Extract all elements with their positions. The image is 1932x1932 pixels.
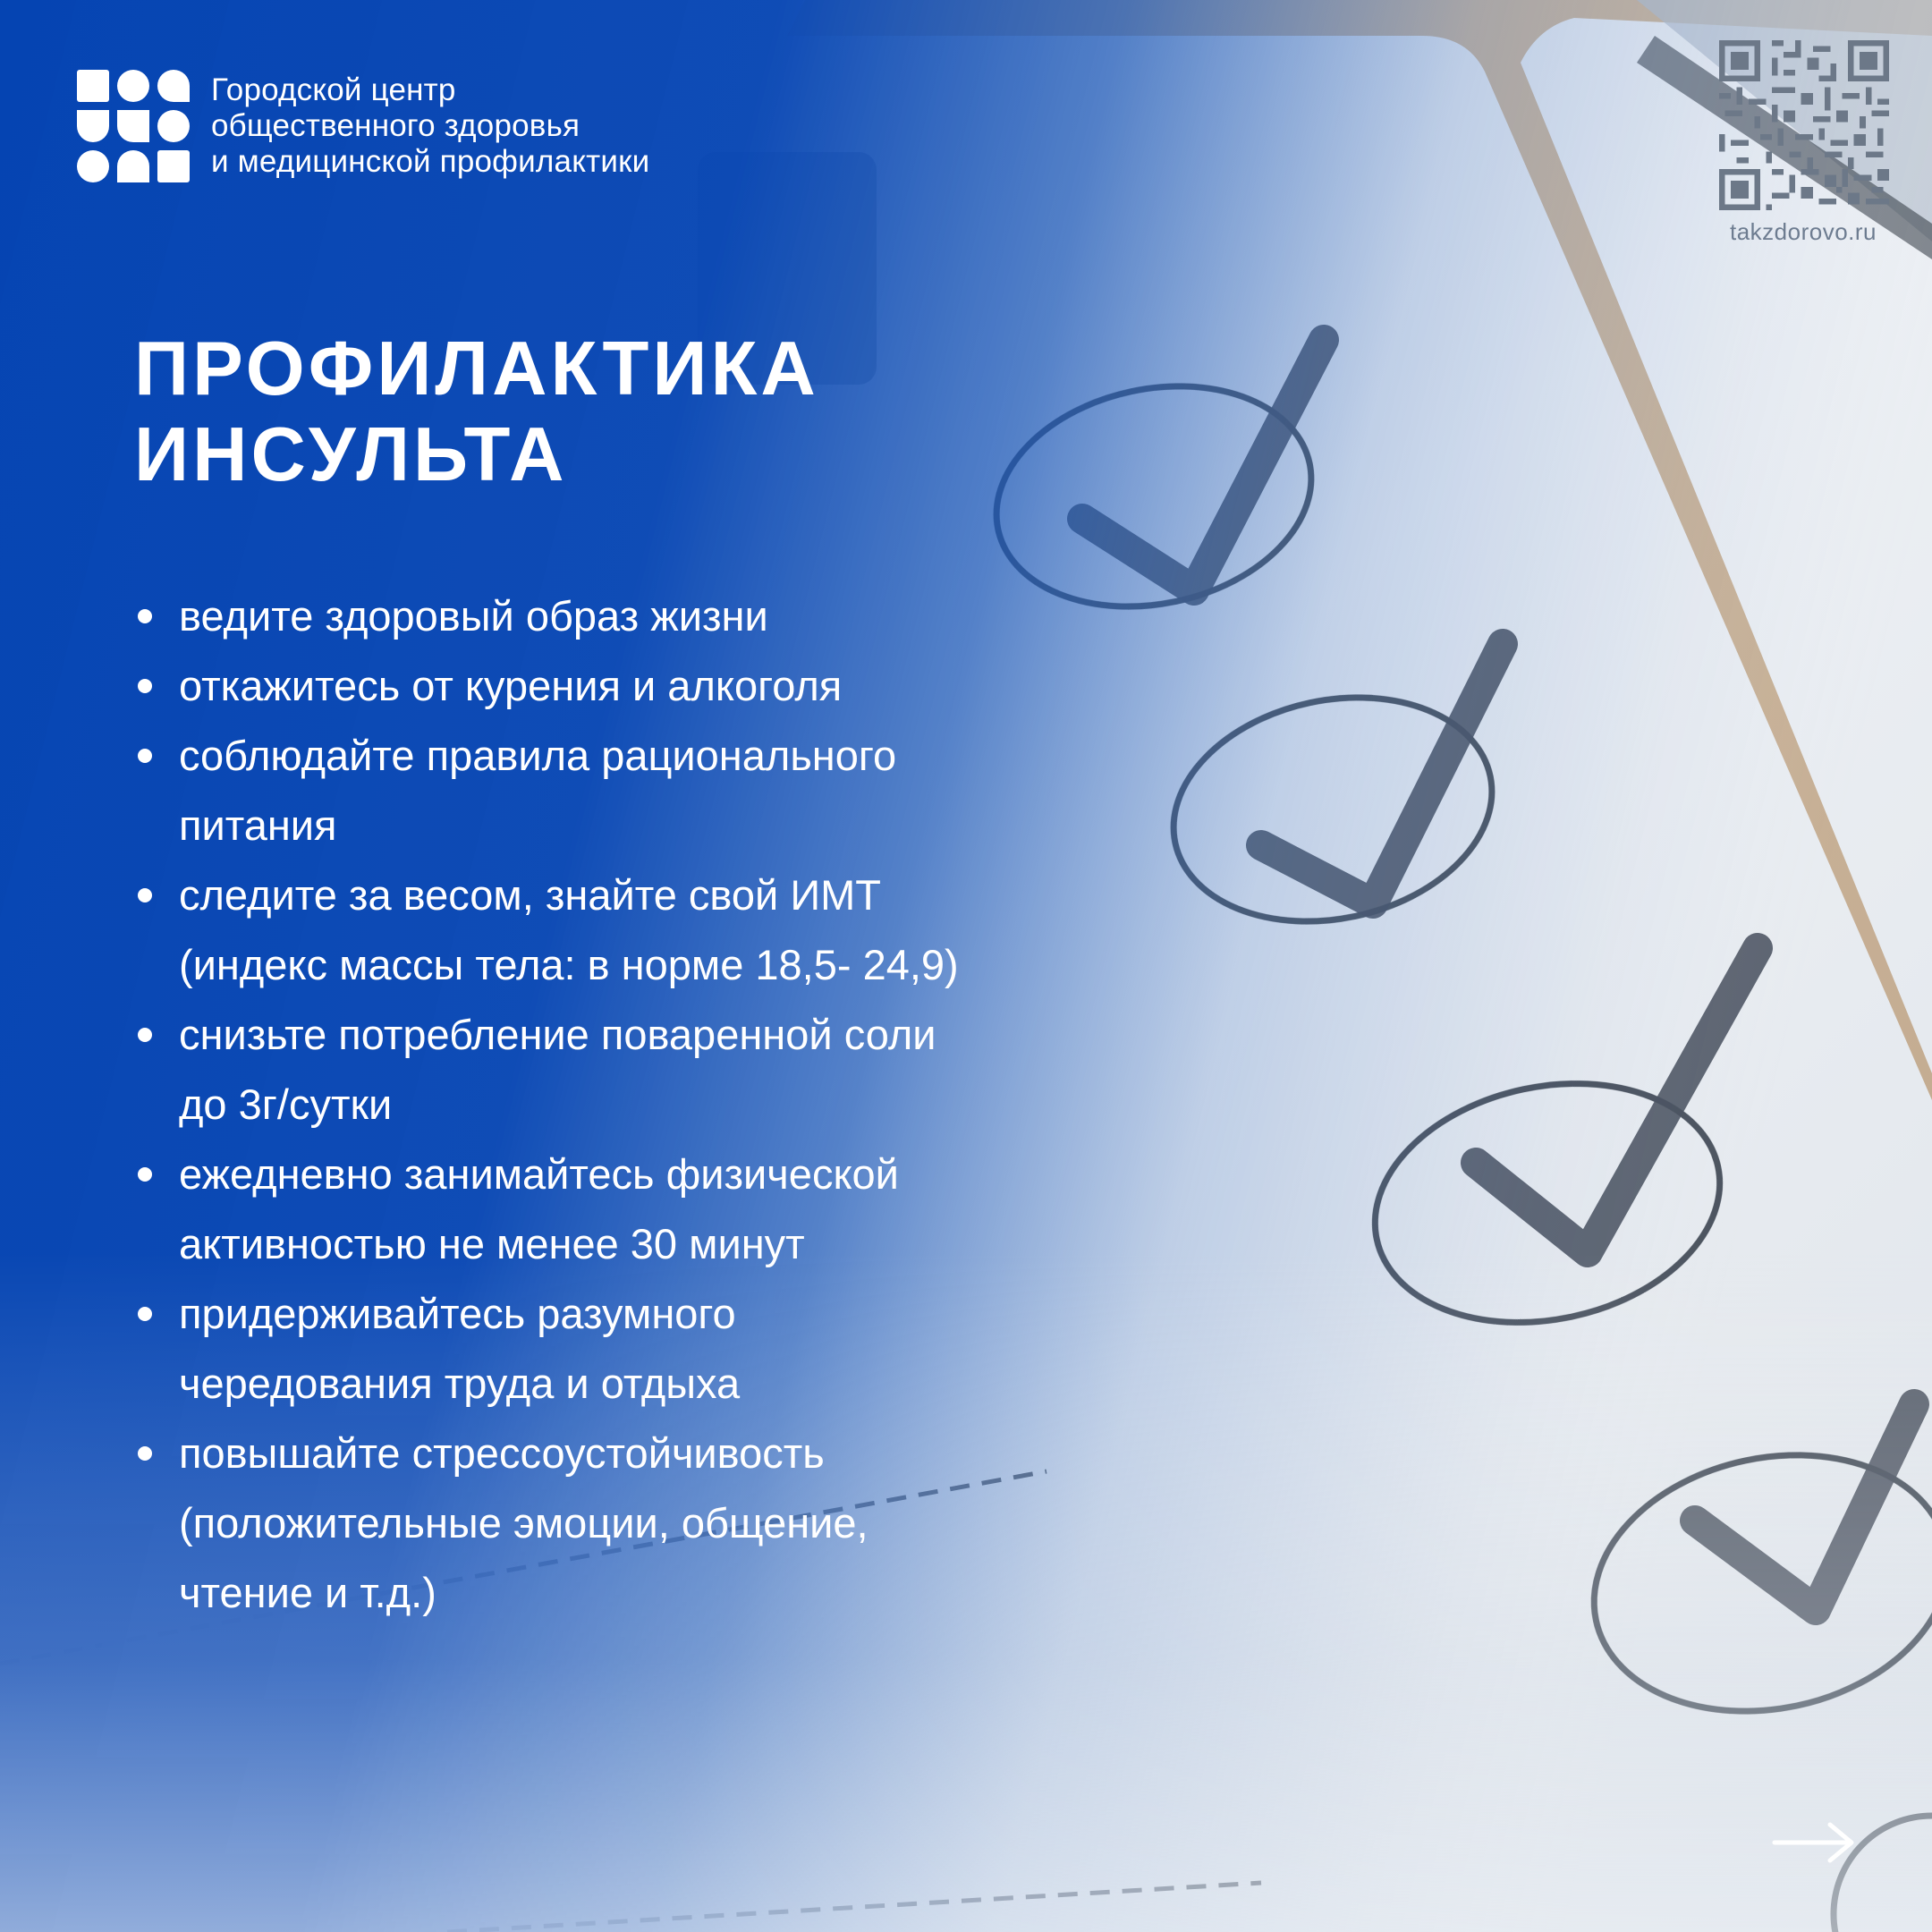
logo-mark-icon [77,70,190,182]
organization-name-line: Городской центр [211,72,456,107]
title-line-2: ИНСУЛЬТА [134,412,568,497]
bullet-icon [138,1307,152,1321]
bullet-icon [138,679,152,693]
tip-text: соблюдайте правила рационального питания [179,732,897,849]
bullet-icon [138,1028,152,1042]
list-item [134,1279,1163,1419]
bullet-icon [138,1167,152,1182]
list-item [134,581,1163,651]
organization-name-line: общественного здоровья [211,108,580,143]
tip-text: повышайте стрессоустойчивость (положительные эмоции, общение, чтение и т.д.) [179,1429,869,1616]
list-item [134,860,1163,1000]
prevention-tips-list [134,581,1163,1628]
tip-text: ведите здоровый образ жизни [179,592,768,640]
tip-text: снизьте потребление поваренной соли до 3г/сутки [179,1011,936,1128]
website-url: takzdorovo.ru [1729,218,1877,245]
qr-code-icon [1719,40,1889,210]
organization-logo [77,70,649,182]
list-item [134,721,1163,860]
tip-text: следите за весом, знайте свой ИМТ (индекс массы тела: в норме 18,5- 24,9) [179,871,959,988]
list-item [134,651,1163,721]
organization-name-line: и медицинской профилактики [211,144,650,179]
arrow-right-icon[interactable] [1771,1816,1857,1869]
bullet-icon [138,888,152,902]
tip-text: откажитесь от курения и алкоголя [179,662,843,709]
tip-text: придерживайтесь разумного чередования труда и отдыха [179,1290,741,1407]
list-item [134,1419,1163,1628]
bullet-icon [138,609,152,623]
bullet-icon [138,749,152,763]
list-item [134,1000,1163,1140]
bullet-icon [138,1446,152,1461]
list-item [134,1140,1163,1279]
title-line-1: ПРОФИЛАКТИКА [134,326,819,411]
page-title [134,326,819,498]
tip-text: ежедневно занимайтесь физической активностью не менее 30 минут [179,1150,899,1267]
organization-name [211,72,649,180]
